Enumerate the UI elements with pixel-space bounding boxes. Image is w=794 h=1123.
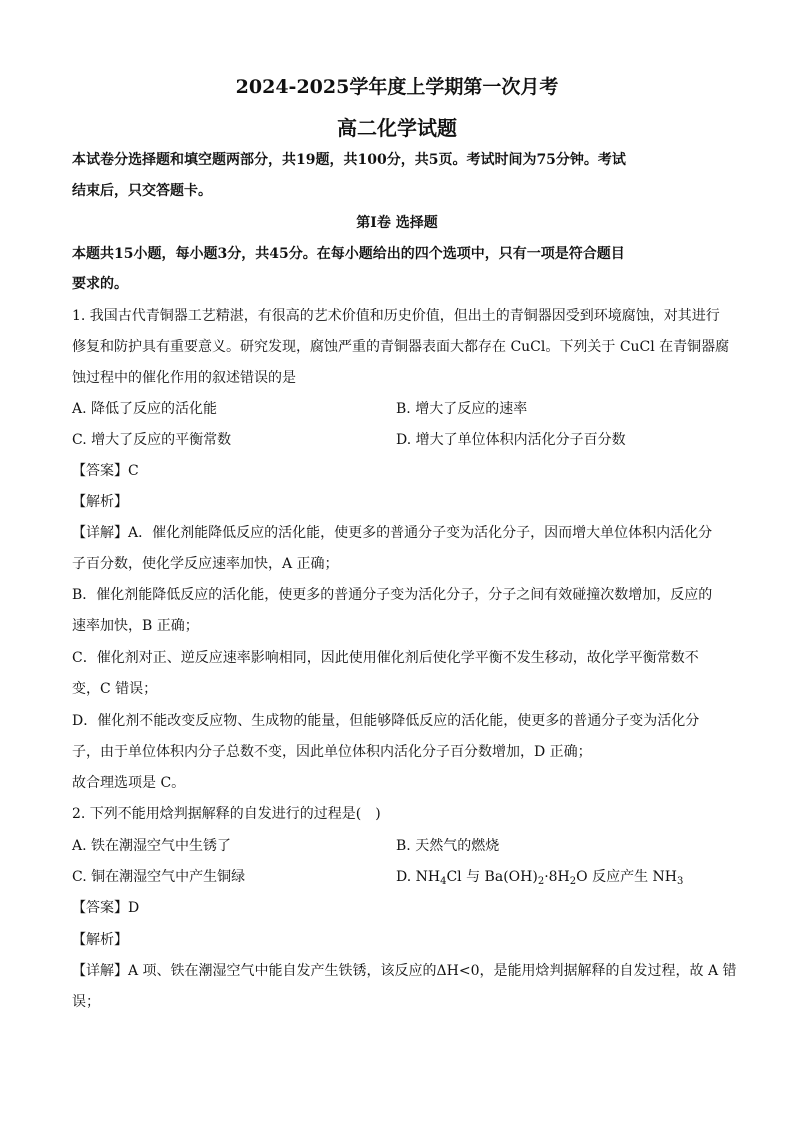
q2-option-d-part: ·8H	[544, 869, 570, 885]
q1-answer: 【答案】C	[72, 463, 139, 479]
q1-detail-3: B．催化剂能降低反应的活化能，使更多的普通分子变为活化分子，分子之间有效碰撞次数增加，反应的	[72, 587, 713, 603]
q2-analysis-heading: 【解析】	[72, 932, 128, 948]
q2-detail-2: 误；	[72, 994, 100, 1010]
q2-answer: 【答案】D	[72, 900, 140, 916]
subscript: 2	[569, 876, 577, 887]
section-instructions-2: 要求的。	[72, 276, 128, 292]
q2-option-d-part: Cl 与 Ba(OH)	[446, 869, 538, 885]
q1-option-a: A. 降低了反应的活化能	[72, 401, 218, 417]
exam-title: 2024-2025学年度上学期第一次月考	[235, 76, 559, 98]
q1-stem-1: 1. 我国古代青铜器工艺精湛，有很高的艺术价值和历史价值，但出土的青铜器因受到环境腐蚀，对其进行	[72, 308, 720, 324]
subscript: 3	[676, 876, 684, 887]
q2-option-d	[396, 867, 683, 892]
q2-option-d-part: D. NH	[396, 869, 441, 885]
subscript: 4	[440, 876, 447, 887]
q2-option-b: B. 天然气的燃烧	[396, 838, 500, 854]
q1-detail-8: 子，由于单位体积内分子总数不变，因此单位体积内活化分子百分数增加，D 正确；	[72, 744, 592, 760]
q1-stem-3: 蚀过程中的催化作用的叙述错误的是	[72, 370, 296, 386]
intro-line-2: 结束后，只交答题卡。	[72, 183, 212, 199]
q1-detail-2: 子百分数，使化学反应速率加快，A 正确；	[72, 556, 339, 572]
q1-detail-7: D．催化剂不能改变反应物、生成物的能量，但能够降低反应的活化能，使更多的普通分子变为活化分	[72, 713, 700, 729]
q2-option-a: A. 铁在潮湿空气中生锈了	[72, 838, 232, 854]
intro-line-1: 本试卷分选择题和填空题两部分，共19题，共100分，共5页。考试时间为75分钟。考试	[72, 152, 626, 168]
q1-option-c: C. 增大了反应的平衡常数	[72, 432, 232, 448]
q2-option-d-part: O 反应产生 NH	[576, 869, 677, 885]
q1-detail-4: 速率加快，B 正确；	[72, 618, 199, 634]
section-instructions-1: 本题共15小题，每小题3分，共45分。在每小题给出的四个选项中，只有一项是符合题目	[72, 246, 625, 262]
section-title: 第Ⅰ卷 选择题	[356, 215, 438, 231]
q2-detail-1: 【详解】A 项、铁在潮湿空气中能自发产生铁锈，该反应的ΔH<0，是能用焓判据解释的自发过程，故 A 错	[72, 963, 737, 979]
q1-option-d: D. 增大了单位体积内活化分子百分数	[396, 432, 626, 448]
exam-subtitle: 高二化学试题	[337, 116, 457, 140]
subscript: 2	[537, 876, 545, 887]
q2-stem: 2. 下列不能用焓判据解释的自发进行的过程是( )	[72, 806, 381, 822]
q1-option-b: B. 增大了反应的速率	[396, 401, 528, 417]
q1-analysis-heading: 【解析】	[72, 494, 128, 510]
q1-detail-5: C．催化剂对正、逆反应速率影响相同，因此使用催化剂后使化学平衡不发生移动，故化学平衡常数不	[72, 650, 699, 666]
q1-stem-2: 修复和防护具有重要意义。研究发现，腐蚀严重的青铜器表面大都存在 CuCl。下列关于 CuCl 在青铜器腐	[72, 339, 730, 355]
q1-detail-9: 故合理选项是 C。	[72, 775, 186, 791]
q2-option-c: C. 铜在潮湿空气中产生铜绿	[72, 869, 246, 885]
q1-detail-6: 变，C 错误；	[72, 681, 158, 697]
q1-detail-1: 【详解】A．催化剂能降低反应的活化能，使更多的普通分子变为活化分子，因而增大单位体积内活化分	[72, 525, 713, 541]
